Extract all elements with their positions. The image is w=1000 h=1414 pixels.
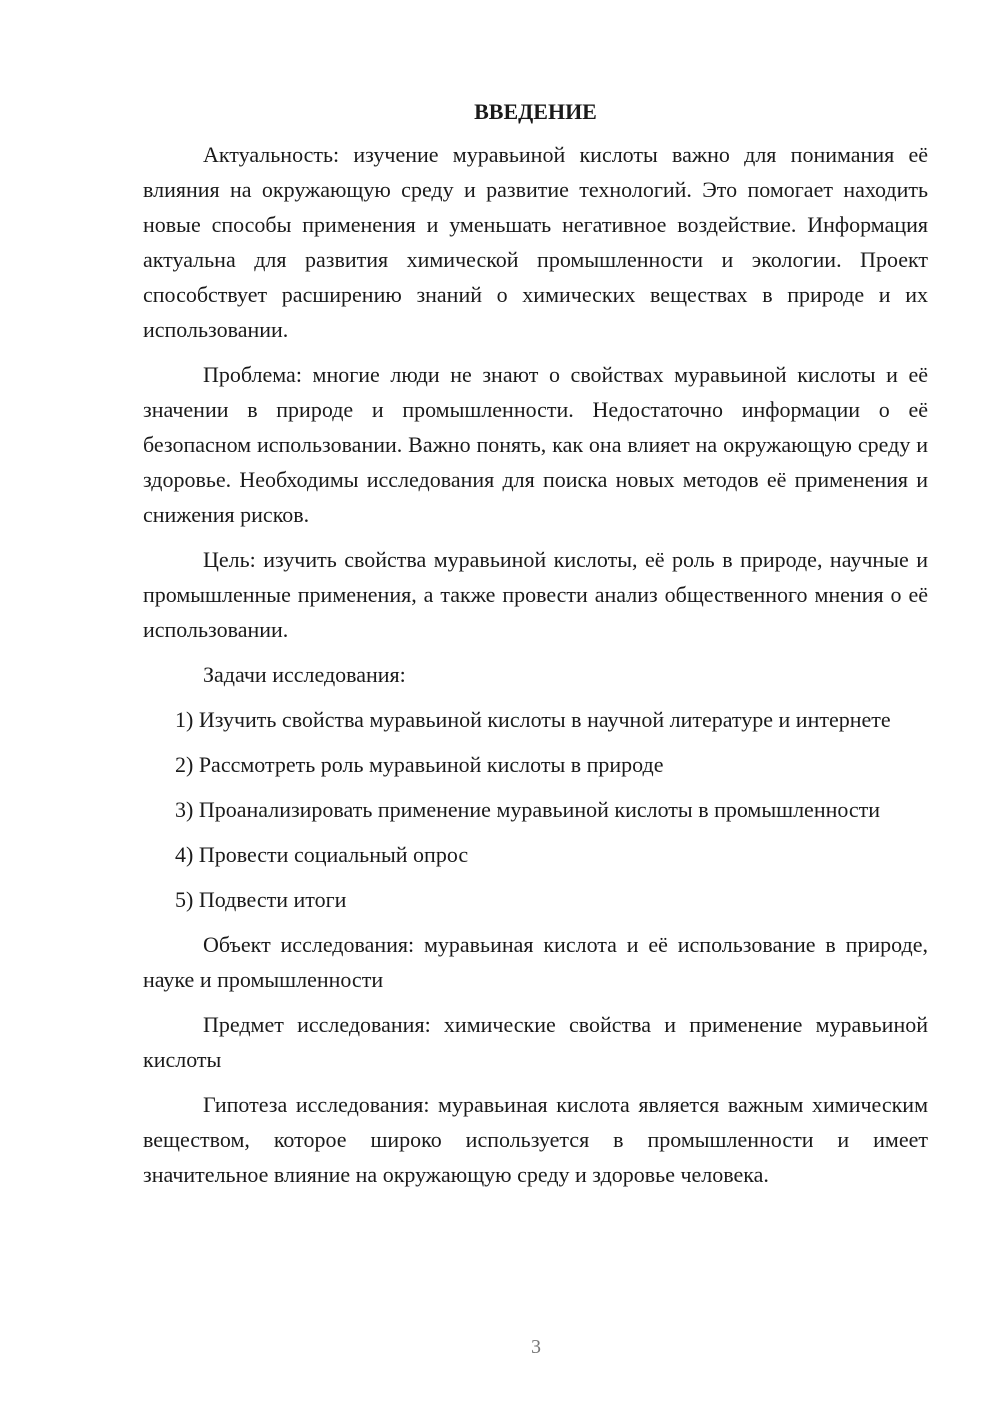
paragraph-goal: Цель: изучить свойства муравьиной кислоты, её роль в природе, научные и промышленные применения, а также провести анализ общественного мнения о её использовании. <box>143 547 928 642</box>
task-item-5: 5) Подвести итоги <box>175 887 347 912</box>
paragraph-tasks-heading: Задачи исследования: <box>203 662 406 687</box>
page-title: ВВЕДЕНИЕ <box>474 99 597 124</box>
paragraph-hypothesis: Гипотеза исследования: муравьиная кислота является важным химическим веществом, которое широко используется в промышленности и имеет значительное влияние на окружающую среду и здоровье человека. <box>143 1092 928 1187</box>
page-number: 3 <box>531 1336 541 1358</box>
task-item-4: 4) Провести социальный опрос <box>175 842 469 867</box>
page-content <box>143 94 928 1202</box>
paragraph-relevance: Актуальность: изучение муравьиной кислоты важно для понимания её влияния на окружающую среду и развитие технологий. Это помогает находить новые способы применения и уменьшать негативное воздействие. Информация актуальна для развития химической промышленности и экологии. Проект способствует расширению знаний о химических веществах в природе и их использовании. <box>143 142 928 342</box>
task-item-3: 3) Проанализировать применение муравьиной кислоты в промышленности <box>175 797 881 822</box>
paragraph-subject: Предмет исследования: химические свойства и применение муравьиной кислоты <box>143 1012 928 1072</box>
task-item-1: 1) Изучить свойства муравьиной кислоты в научной литературе и интернете <box>175 707 891 732</box>
paragraph-object: Объект исследования: муравьиная кислота и её использование в природе, науке и промышленности <box>143 932 928 992</box>
paragraph-problem: Проблема: многие люди не знают о свойствах муравьиной кислоты и её значении в природе и промышленности. Недостаточно информации о её безопасном использовании. Важно понять, как она влияет на окружающую среду и здоровье. Необходимы исследования для поиска новых методов её применения и снижения рисков. <box>143 362 928 527</box>
task-item-2: 2) Рассмотреть роль муравьиной кислоты в природе <box>175 752 664 777</box>
